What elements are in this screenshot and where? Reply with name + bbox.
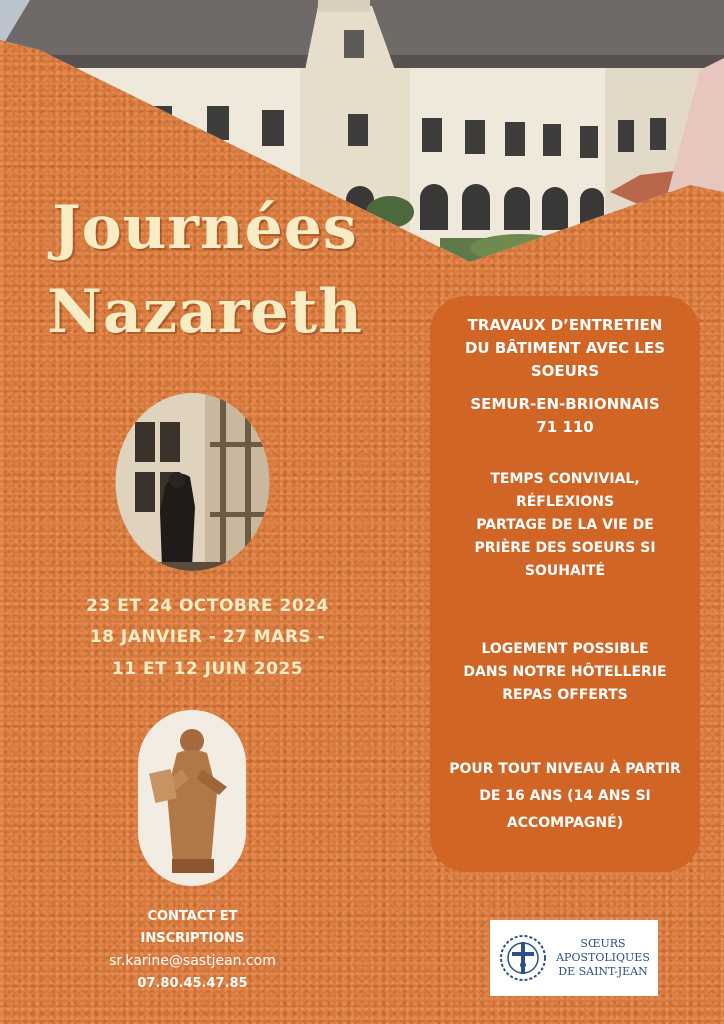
- logo-line-2: APOSTOLIQUES: [556, 951, 650, 964]
- level-line-3: ACCOMPAGNÉ): [506, 815, 624, 831]
- nun-painting-photo: [115, 392, 270, 572]
- lodging-line-1: LOGEMENT POSSIBLE: [481, 641, 649, 657]
- work-line-2: DU BÂTIMENT AVEC LES: [464, 339, 665, 357]
- contact-label-1: CONTACT ET: [147, 909, 238, 924]
- lodging-line-3: REPAS OFFERTS: [502, 687, 628, 703]
- dates-line-1: 23 ET 24 OCTOBRE 2024: [86, 596, 329, 616]
- logo-line-3: DE SAINT-JEAN: [558, 965, 648, 978]
- dates-line-2: 18 JANVIER - 27 MARS -: [89, 627, 326, 647]
- dates-line-3: 11 ET 12 JUIN 2025: [111, 659, 304, 679]
- contact-phone[interactable]: 07.80.45.47.85: [137, 976, 248, 991]
- info-panel: [430, 296, 700, 872]
- activity-line-3: PARTAGE DE LA VIE DE: [476, 517, 654, 533]
- activity-line-2: RÉFLEXIONS: [515, 494, 615, 510]
- activity-line-4: PRIÈRE DES SOEURS SI: [474, 540, 656, 556]
- contact-label-2: INSCRIPTIONS: [140, 931, 245, 946]
- lodging-line-2: DANS NOTRE HÔTELLERIE: [463, 664, 667, 680]
- work-line-3: SOEURS: [530, 362, 600, 380]
- saint-statue-photo: [137, 709, 247, 887]
- sisters-logo: [490, 920, 658, 996]
- level-line-2: DE 16 ANS (14 ANS SI: [479, 788, 651, 804]
- place-line-1: SEMUR-EN-BRIONNAIS: [470, 395, 660, 413]
- place-line-2: 71 110: [536, 418, 594, 436]
- contact-email[interactable]: sr.karine@sastjean.com: [109, 953, 276, 969]
- cross-emblem-icon: [498, 932, 548, 984]
- activity-line-1: TEMPS CONVIVIAL,: [490, 471, 640, 487]
- level-line-1: POUR TOUT NIVEAU À PARTIR: [449, 761, 681, 777]
- title-line-2: Nazareth: [47, 277, 363, 347]
- work-line-1: TRAVAUX D’ENTRETIEN: [467, 316, 663, 334]
- title-line-1: Journées: [52, 193, 358, 263]
- logo-line-1: SŒURS: [580, 937, 626, 950]
- activity-line-5: SOUHAITÉ: [524, 563, 606, 579]
